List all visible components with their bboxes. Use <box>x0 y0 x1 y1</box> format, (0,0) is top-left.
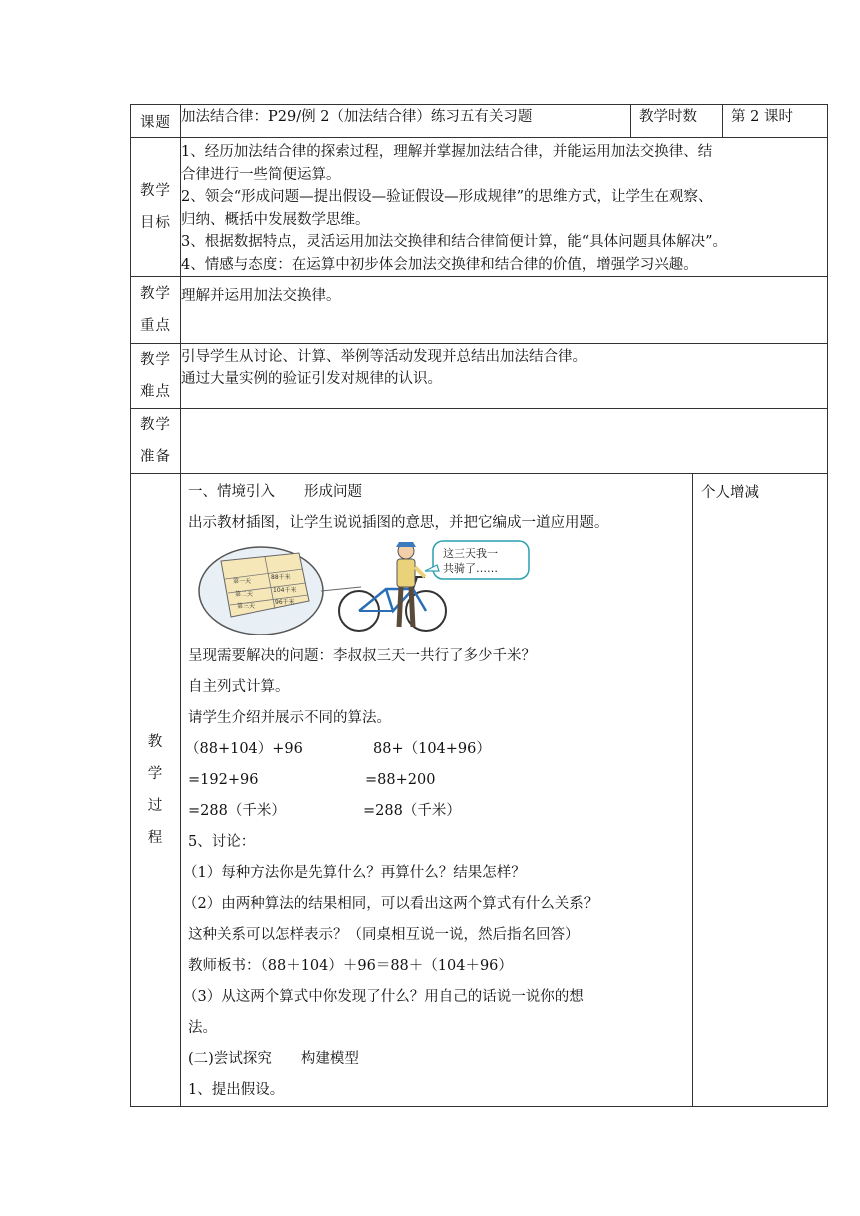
calc-left-3: =288（千米） <box>188 803 286 819</box>
goals-content <box>181 138 828 277</box>
calc-row-1 <box>181 734 692 765</box>
discuss-line: （1）每种方法你是先算什么？再算什么？结果怎样？ <box>183 865 526 881</box>
calc-right-2: =88+200 <box>365 772 436 788</box>
calc-right-1: 88+（104+96） <box>373 741 491 757</box>
calc-left-1: （88+104）+96 <box>185 741 303 757</box>
goal-line: 合律进行一些简便运算。 <box>181 166 341 183</box>
calc-right-3: =288（千米） <box>363 803 461 819</box>
process-label-char: 程 <box>147 830 164 846</box>
goal-line: 4、情感与态度：在运算中初步体会加法交换律和结合律的价值，增强学习兴趣。 <box>181 256 698 273</box>
illus-day-1: 第一天 <box>233 578 252 585</box>
difficulties-label-line-2: 难点 <box>140 384 171 400</box>
preparation-label-line-2: 准备 <box>140 449 171 465</box>
personal-notes-column <box>693 474 828 1107</box>
goal-line: 3、根据数据特点，灵活运用加法交换律和结合律简便计算，能“具体问题具体解决”。 <box>181 234 728 250</box>
key-points-row <box>131 277 828 344</box>
calc-row-2 <box>181 765 692 796</box>
discuss-line: 教师板书：（88＋104）＋96＝88＋（104＋96） <box>188 958 513 974</box>
step-1-text: 1、提出假设。 <box>188 1082 285 1098</box>
key-points-label <box>131 277 181 344</box>
goals-label-line-1: 教学 <box>140 183 171 199</box>
goals-row <box>131 138 828 277</box>
section-2-heading: (二)尝试探究 构建模型 <box>188 1051 359 1067</box>
process-row <box>131 474 828 1107</box>
preparation-label-line-1: 教学 <box>140 417 171 433</box>
goal-line: 1、经历加法结合律的探索过程，理解并掌握加法结合律，并能运用加法交换律、结 <box>181 144 713 160</box>
difficulties-label-line-1: 教学 <box>140 352 171 368</box>
key-points-content <box>181 277 828 344</box>
difficulty-line: 通过大量实例的验证引发对规律的认识。 <box>181 371 442 387</box>
preparation-label <box>131 409 181 474</box>
calc-left-2: =192+96 <box>188 772 259 788</box>
difficulties-label <box>131 344 181 409</box>
process-label-char: 教 <box>147 734 164 750</box>
discuss-line: 这种关系可以怎样表示？（同桌相互说一说，然后指名回答） <box>188 927 580 943</box>
key-points-label-line-2: 重点 <box>140 318 171 334</box>
bicycle-rider-illustration <box>181 539 691 635</box>
goals-label-line-2: 目标 <box>140 215 171 231</box>
illus-dist-2: 104千米 <box>273 587 297 594</box>
problem-text: 呈现需要解决的问题：李叔叔三天一共行了多少千米？ <box>188 648 536 664</box>
speech-line-2: 共骑了…… <box>443 562 498 575</box>
goal-line: 2、领会“形成问题—提出假设—验证假设—形成规律”的思维方式，让学生在观察、 <box>181 189 713 205</box>
goals-label <box>131 138 181 277</box>
goal-line: 归纳、概括中发展数学思维。 <box>181 211 370 228</box>
discuss-title: 5、讨论： <box>188 834 256 850</box>
illus-dist-1: 88千米 <box>271 574 291 581</box>
process-label-char: 学 <box>147 766 164 782</box>
header-row <box>131 105 828 138</box>
self-calc-text: 自主列式计算。 <box>188 679 290 695</box>
lesson-plan-table <box>130 104 828 1107</box>
key-points-label-line-1: 教学 <box>140 286 171 302</box>
hours-label: 教学时数 <box>631 105 723 138</box>
preparation-content <box>181 409 828 474</box>
process-label <box>131 474 181 1107</box>
key-points-text: 理解并运用加法交换律。 <box>181 288 341 304</box>
process-label-char: 过 <box>147 798 164 814</box>
process-content <box>181 474 693 1107</box>
preparation-row <box>131 409 828 474</box>
personal-notes-header: 个人增减 <box>701 485 759 501</box>
process-line: 出示教材插图，让学生说说插图的意思，并把它编成一道应用题。 <box>188 515 609 531</box>
discuss-line: （3）从这两个算式中你发现了什么？用自己的话说一说你的想 <box>183 989 584 1005</box>
difficulty-line: 引导学生从讨论、计算、举例等活动发现并总结出加法结合律。 <box>181 349 587 365</box>
calc-row-3 <box>181 796 692 827</box>
topic-text: 加法结合律：P29/例 2（加法结合律）练习五有关习题 <box>181 105 631 138</box>
speech-line-1: 这三天我一 <box>443 547 498 560</box>
illus-day-2: 第二天 <box>235 591 254 598</box>
discuss-line: 法。 <box>188 1020 217 1036</box>
section-1-heading: 一、情境引入 形成问题 <box>188 484 362 500</box>
difficulties-row <box>131 344 828 409</box>
topic-label: 课题 <box>131 105 181 138</box>
illus-dist-3: 96千米 <box>275 599 295 606</box>
hours-value: 第 2 课时 <box>723 105 828 138</box>
intro-methods-text: 请学生介绍并展示不同的算法。 <box>188 710 391 726</box>
textbook-illustration <box>181 539 692 635</box>
discuss-line: （2）由两种算法的结果相同，可以看出这两个算式有什么关系？ <box>183 896 599 912</box>
difficulties-content <box>181 344 828 409</box>
illus-day-3: 第三天 <box>237 603 256 610</box>
